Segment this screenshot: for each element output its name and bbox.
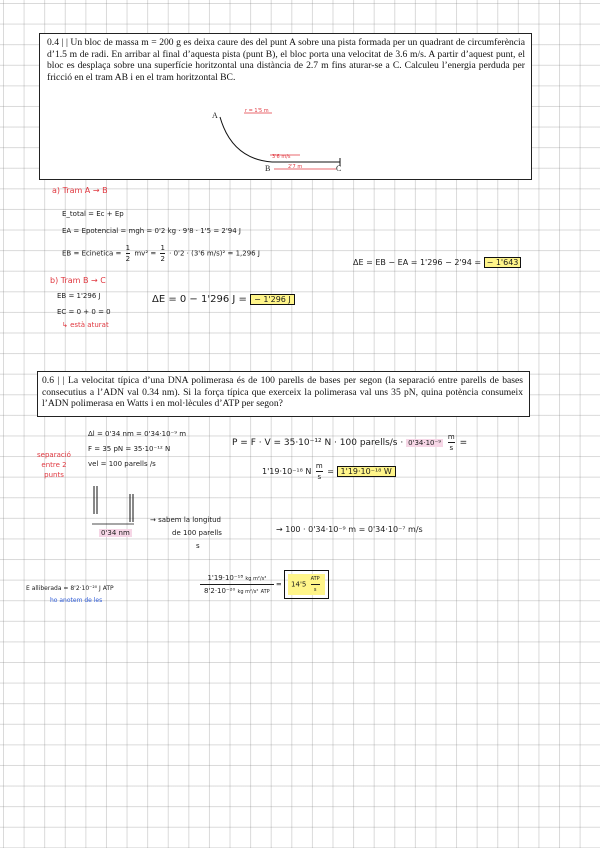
sabem-line1: → sabem la longitud [150, 516, 221, 524]
problem-06-text [42, 375, 523, 410]
sabem-line2: de 100 parells [172, 529, 222, 537]
frac-den-atp: ATP [260, 589, 270, 595]
data-force: F = 35 pN = 35·10⁻¹² N [88, 445, 171, 453]
power-line-2 [262, 461, 396, 482]
sol-a-line3-mid: mv² = [134, 249, 157, 258]
velocity-units: $\frac{m}{s}$ [447, 433, 455, 452]
sol-a-title: a) Tram A → B [52, 186, 108, 195]
spacing-label: 0'34 nm [101, 529, 130, 537]
sol-b-answer: − 1'296 J [250, 294, 295, 305]
frac-den-units: kg m²/s² [237, 589, 259, 595]
quadrant-track [220, 117, 272, 162]
frac-num-units: kg m²/s³ [245, 576, 267, 582]
half-fraction-2: $\frac{1}{2}$ [160, 244, 165, 263]
power-formula: P = F · V = 35·10⁻¹² N · 100 parells/s · [232, 438, 404, 448]
sabem-line3: s [196, 542, 200, 550]
velocity-label: 3'6 m/s [272, 154, 291, 160]
problem-06-label: 0.6 | | [42, 375, 65, 386]
radius-label: r = 1'5 m [245, 108, 269, 114]
frac-equals: = [275, 580, 282, 589]
problem-04-box [39, 33, 532, 180]
sol-b-title: b) Tram B → C [50, 276, 106, 285]
atp-energy: E alliberada = 8'2·10⁻²⁰ J ATP [26, 585, 114, 592]
atp-note: ho anotem de les [50, 597, 103, 604]
power-result-equals: = [327, 467, 334, 476]
half-fraction: $\frac{1}{2}$ [125, 244, 131, 263]
sol-a-line1: E_total = Ec + Ep [62, 210, 124, 218]
problem-06-box [37, 371, 530, 417]
atp-answer-box [284, 570, 329, 599]
distance-label: 2'7 m [288, 164, 303, 170]
problem-04-label: 0.4 | | [47, 37, 68, 48]
sol-b-delta [152, 294, 295, 305]
sol-a-line2: EA = Epotencial = mgh = 0'2 kg · 9'8 · 1'5 = 2'94 J [62, 227, 241, 235]
problem-04-statement: Un bloc de massa m = 200 g es deixa caure des del punt A sobre una pista formada per un quadrant de circumferència d’1.5 m de radi. En arribar al final d’aquesta pista (punt B), el bloc porta una velocitat de 3.6 m/s. A partir d’aquest punt, el bloc es desplaça sobre una superfície horitzontal una distància de 2.7 m fins aturar-se a C. Calculeu l’energia perduda per fricció en el tram AB i en el tram horitzontal BC. [47, 37, 525, 83]
atp-answer-value: 14'5 [291, 580, 307, 589]
data-velocity: vel = 100 parells /s [88, 460, 156, 468]
sol-a-line3 [62, 243, 260, 264]
atp-fraction [200, 570, 329, 599]
sol-a-delta-text: ΔE = EB − EA = 1'296 − 2'94 = [353, 258, 482, 267]
sol-a-line3-start: EB = Ecinetica = [62, 249, 122, 258]
result-units: $\frac{m}{s}$ [315, 462, 323, 481]
point-c-label: C [336, 164, 342, 173]
sol-b-line1: EB = 1'296 J [57, 292, 101, 300]
side-note: separació entre 2 punts [37, 451, 71, 479]
problem-06-statement: La velocitat típica d’una DNA polimerasa és de 100 parells de bases per segon (la separació entre parells de bases consecutius a l’ADN val 0.34 nm). Si la força típica que exerceix la polimerasa val uns 35 pN, quina potència consumeix l’ADN polimerasa en Watts i en mol·lècules d’ATP per segon? [42, 375, 523, 410]
sol-b-note: ↳ està aturat [62, 321, 109, 329]
sol-b-line2: EC = 0 + 0 = 0 [57, 308, 111, 316]
power-answer: 1'19·10⁻¹⁸ W [337, 466, 396, 477]
power-equals: = [459, 438, 468, 448]
data-delta-l: Δl = 0'34 nm = 0'34·10⁻⁹ m [88, 430, 187, 438]
point-a-label: A [212, 111, 218, 120]
sol-b-delta-text: ΔE = 0 − 1'296 J = [152, 294, 247, 305]
sol-a-line3-end: · 0'2 · (3'6 m/s)² = 1,296 J [169, 249, 260, 258]
power-line-1 [232, 432, 467, 453]
sol-a-answer: − 1'643 [484, 257, 522, 268]
point-b-label: B [265, 164, 271, 173]
frac-den-value: 8'2·10⁻²⁰ [204, 587, 236, 595]
power-result-pre: 1'19·10⁻¹⁸ N [262, 467, 312, 476]
atp-answer-units: $\frac{\text{ATP}}{s}$ [310, 576, 320, 593]
frac-num-value: 1'19·10⁻¹⁸ [207, 574, 244, 582]
sol-a-delta [353, 258, 521, 267]
delta-l-value: 0'34·10⁻⁹ [408, 439, 442, 447]
speed-calc: → 100 · 0'34·10⁻⁹ m = 0'34·10⁻⁷ m/s [276, 525, 423, 534]
